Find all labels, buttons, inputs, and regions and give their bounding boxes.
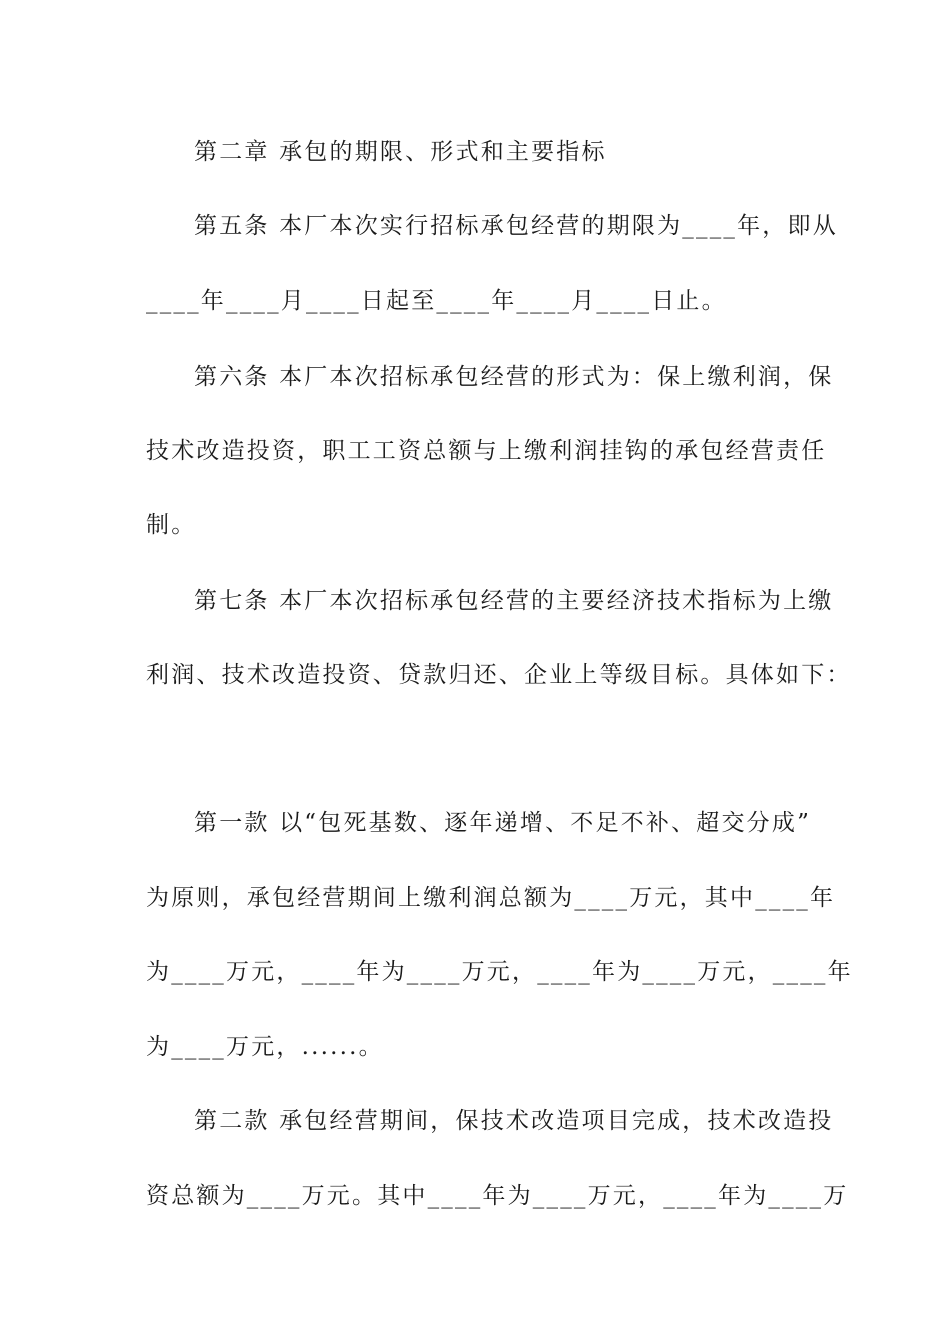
article-6-line-2: 技术改造投资，职工工资总额与上缴利润挂钩的承包经营责任 xyxy=(146,438,827,464)
clause-1-line-2: 为原则，承包经营期间上缴利润总额为____万元，其中____年 xyxy=(146,885,836,911)
article-7-line-2: 利润、技术改造投资、贷款归还、企业上等级目标。具体如下： xyxy=(146,662,852,688)
article-6-line-1: 第六条 本厂本次招标承包经营的形式为：保上缴利润，保 xyxy=(194,364,834,390)
clause-1-line-4: 为____万元，......。 xyxy=(146,1034,384,1060)
article-6-line-3: 制。 xyxy=(146,512,197,538)
article-5-line-1: 第五条 本厂本次实行招标承包经营的期限为____年，即从 xyxy=(194,213,838,239)
article-5-line-2: ____年____月____日起至____年____月____日止。 xyxy=(146,288,727,314)
clause-2-line-1: 第二款 承包经营期间，保技术改造项目完成，技术改造投 xyxy=(194,1108,834,1134)
chapter-heading: 第二章 承包的期限、形式和主要指标 xyxy=(194,139,607,165)
clause-2-line-2: 资总额为____万元。其中____年为____万元，____年为____万 xyxy=(146,1183,849,1209)
clause-1-line-3: 为____万元，____年为____万元，____年为____万元，____年 xyxy=(146,959,853,985)
clause-1-line-1: 第一款 以“包死基数、逐年递增、不足不补、超交分成” xyxy=(194,810,812,836)
article-7-line-1: 第七条 本厂本次招标承包经营的主要经济技术指标为上缴 xyxy=(194,588,834,614)
